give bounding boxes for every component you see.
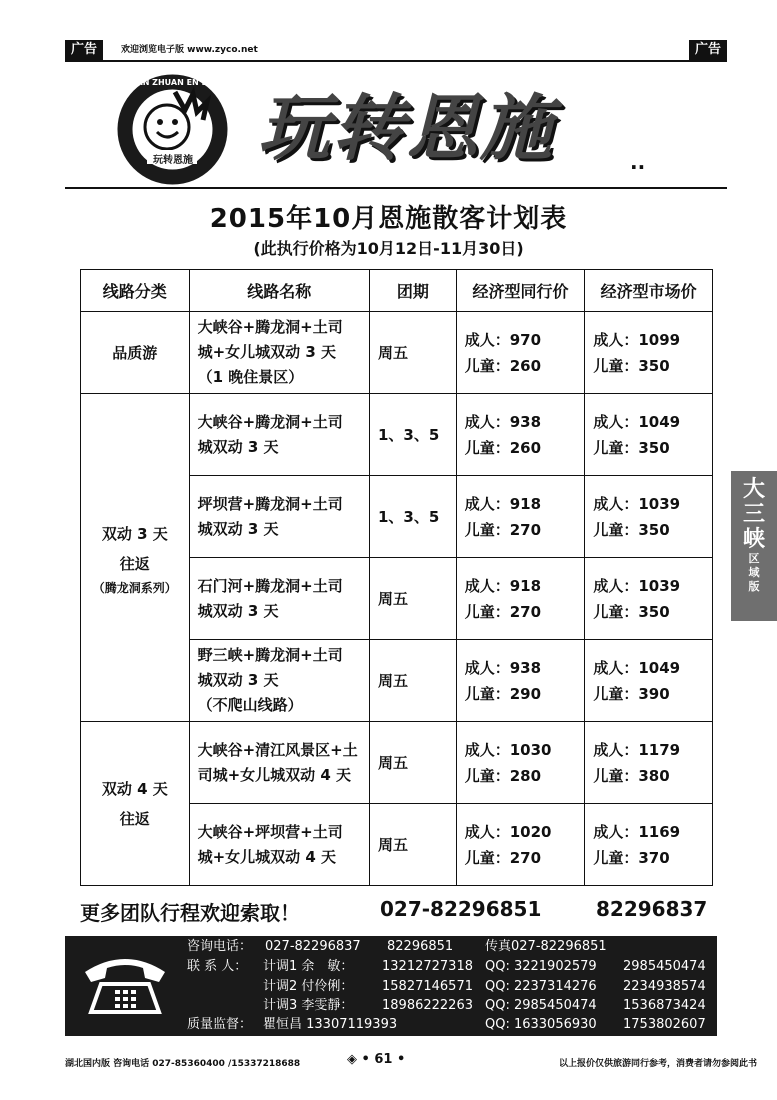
header-divider	[65, 187, 727, 189]
contact-value: 计调3 李雯靜：	[263, 998, 354, 1013]
child-price: 儿童：350	[593, 602, 670, 621]
market-price-cell	[585, 804, 713, 886]
child-price: 儿童：380	[593, 766, 670, 785]
category-line: 双动 4 天	[101, 779, 168, 798]
adult-price: 成人：1020	[464, 822, 552, 841]
adult-price: 成人：1099	[593, 330, 681, 349]
more-tours-text: 更多团队行程欢迎索取！	[80, 901, 300, 925]
category-note: （腾龙洞系列）	[92, 580, 177, 595]
contact-label: 联 系 人：	[187, 959, 248, 974]
compass-icon: ◈	[347, 1052, 357, 1067]
contact-value: 传真027-82296851	[485, 939, 607, 954]
category-line: 双动 3 天	[101, 524, 168, 543]
contact-value: QQ: 2237314276	[485, 979, 597, 994]
contact-value: 13212727318	[382, 959, 473, 974]
contact-value: QQ: 3221902579	[485, 959, 597, 974]
contact-value: 15827146571	[382, 979, 473, 994]
route-cell	[189, 312, 369, 394]
header-route: 线路名称	[189, 270, 369, 312]
market-price-cell	[585, 476, 713, 558]
table-header-row	[81, 270, 713, 312]
route-line: 大峡谷+坪坝营+土司	[197, 822, 343, 841]
route-line: 大峡谷+腾龙洞+土司	[197, 318, 343, 336]
route-line: 大峡谷+腾龙洞+土司	[197, 412, 343, 431]
period-cell: 周五	[369, 558, 456, 640]
page-subtitle: (此执行价格为10月12日-11月30日)	[253, 239, 524, 258]
adult-price: 成人：1049	[593, 412, 681, 431]
header-market-price: 经济型市场价	[585, 270, 713, 312]
peer-price-cell	[456, 640, 585, 722]
child-price: 儿童：350	[593, 520, 670, 539]
child-price: 儿童：270	[464, 848, 542, 867]
welcome-text: 欢迎浏览电子版 www.zyco.net	[121, 45, 258, 55]
table-row	[81, 312, 713, 394]
peer-price-cell	[456, 476, 585, 558]
brand-name: 玩转恩施	[258, 86, 555, 170]
contact-label: 咨询电话：	[187, 939, 253, 954]
child-price: 儿童：370	[593, 848, 670, 867]
category-line: 往返	[119, 809, 150, 828]
adult-price: 成人：970	[464, 330, 542, 349]
route-line: 城双动 3 天	[197, 437, 279, 456]
page-dot: •	[397, 1052, 406, 1067]
period-cell: 周五	[369, 722, 456, 804]
header-category: 线路分类	[81, 270, 190, 312]
footer-right: 以上报价仅供旅游同行参考，消费者请勿参阅此书	[558, 1059, 757, 1069]
period-cell: 周五	[369, 312, 456, 394]
page-number: 61	[374, 1052, 393, 1067]
footer-left: 湖北国内版 咨询电话 027-85360400 /15337218688	[65, 1059, 301, 1069]
logo-ring-text: WAN ZHUAN EN SHI	[128, 78, 217, 87]
period-cell: 周五	[369, 640, 456, 722]
contact-value: 计调2 付伶俐：	[263, 979, 354, 994]
market-price-cell	[585, 394, 713, 476]
contact-value: QQ: 1633056930	[485, 1017, 597, 1032]
smiley-logo-icon	[115, 72, 230, 187]
side-tab-title	[731, 471, 777, 552]
side-tab-char: 域	[748, 566, 760, 579]
market-price-cell	[585, 312, 713, 394]
contact-value: 2985450474	[623, 959, 706, 974]
contact-value: 2234938574	[623, 979, 706, 994]
top-bar	[65, 40, 727, 62]
hotline-1: 027-82296851	[380, 897, 542, 921]
peer-price-cell	[456, 722, 585, 804]
child-price: 儿童：270	[464, 602, 542, 621]
market-price-cell	[585, 640, 713, 722]
adult-price: 成人：1169	[593, 822, 681, 841]
contact-value: 瞿恒昌 13307119393	[263, 1017, 398, 1032]
adult-price: 成人：1179	[593, 740, 681, 759]
tour-plan-table	[80, 269, 713, 886]
peer-price-cell	[456, 558, 585, 640]
side-tab-char: 版	[748, 580, 760, 593]
adult-price: 成人：1049	[593, 658, 681, 677]
category-line: 往返	[119, 554, 150, 573]
telephone-icon	[79, 950, 171, 1020]
child-price: 儿童：390	[593, 684, 670, 703]
route-line: （不爬山线路）	[197, 696, 303, 714]
page-title: 2015年10月恩施散客计划表	[209, 204, 568, 234]
adult-price: 成人：938	[464, 658, 542, 677]
ad-tag-left: 广告	[65, 40, 103, 60]
category-cell	[81, 722, 190, 886]
market-price-cell	[585, 722, 713, 804]
child-price: 儿童：280	[464, 766, 542, 785]
adult-price: 成人：918	[464, 494, 542, 513]
market-price-cell	[585, 558, 713, 640]
peer-price-cell	[456, 394, 585, 476]
period-cell: 周五	[369, 804, 456, 886]
table-row	[81, 394, 713, 476]
adult-price: 成人：1039	[593, 494, 681, 513]
side-tab-char: 峡	[742, 527, 765, 552]
hotline-2: 82296837	[596, 897, 708, 921]
child-price: 儿童：290	[464, 684, 542, 703]
route-cell	[189, 558, 369, 640]
route-line: 城+女儿城双动 4 天	[197, 847, 337, 866]
side-tab-subtitle	[731, 552, 777, 594]
contact-panel	[65, 936, 717, 1036]
route-line: 城双动 3 天	[197, 601, 279, 620]
route-cell	[189, 804, 369, 886]
page-number-wrap	[347, 1052, 405, 1067]
route-cell	[189, 394, 369, 476]
contact-value: 1753802607	[623, 1017, 706, 1032]
contact-label: 质量监督：	[187, 1017, 253, 1032]
ad-tag-right: 广告	[689, 40, 727, 60]
logo-emblem	[115, 72, 230, 187]
route-line: 司城+女儿城双动 4 天	[197, 765, 352, 784]
adult-price: 成人：918	[464, 576, 542, 595]
route-cell	[189, 640, 369, 722]
route-line: （1 晚住景区）	[197, 368, 304, 386]
side-tab-char: 大	[742, 477, 765, 502]
route-cell	[189, 476, 369, 558]
route-line: 坪坝营+腾龙洞+土司	[197, 494, 343, 513]
category-cell: 品质游	[81, 312, 190, 394]
child-price: 儿童：350	[593, 438, 670, 457]
page-dot: •	[361, 1052, 370, 1067]
route-cell	[189, 722, 369, 804]
table-row	[81, 722, 713, 804]
brand-dots: ..	[630, 150, 646, 174]
route-line: 石门河+腾龙洞+土司	[197, 576, 343, 595]
adult-price: 成人：1030	[464, 740, 552, 759]
adult-price: 成人：938	[464, 412, 542, 431]
child-price: 儿童：260	[464, 356, 542, 375]
contact-value: 计调1 余 敏：	[263, 959, 354, 974]
period-cell: 1、3、5	[369, 476, 456, 558]
child-price: 儿童：260	[464, 438, 542, 457]
header-peer-price: 经济型同行价	[456, 270, 585, 312]
side-tab-char: 区	[748, 552, 760, 565]
region-side-tab	[731, 471, 777, 621]
header-period: 团期	[369, 270, 456, 312]
peer-price-cell	[456, 312, 585, 394]
contact-value: QQ: 2985450474	[485, 998, 597, 1013]
child-price: 儿童：350	[593, 356, 670, 375]
side-tab-char: 三	[742, 502, 765, 527]
category-cell	[81, 394, 190, 722]
route-line: 野三峡+腾龙洞+土司	[197, 646, 343, 664]
peer-price-cell	[456, 804, 585, 886]
route-line: 城双动 3 天	[197, 519, 279, 538]
child-price: 儿童：270	[464, 520, 542, 539]
contact-value: 18986222263	[382, 998, 473, 1013]
contact-value: 1536873424	[623, 998, 706, 1013]
page-footer	[65, 1050, 757, 1072]
period-cell: 1、3、5	[369, 394, 456, 476]
route-line: 大峡谷+清江风景区+土	[197, 740, 358, 759]
more-tours-line	[80, 897, 720, 926]
route-line: 城+女儿城双动 3 天	[197, 343, 337, 361]
logo-badge-text: 玩转恩施	[153, 155, 193, 166]
route-line: 城双动 3 天	[197, 671, 279, 689]
adult-price: 成人：1039	[593, 576, 681, 595]
contact-value: 82296851	[387, 939, 454, 954]
contact-value: 027-82296837	[265, 939, 361, 954]
